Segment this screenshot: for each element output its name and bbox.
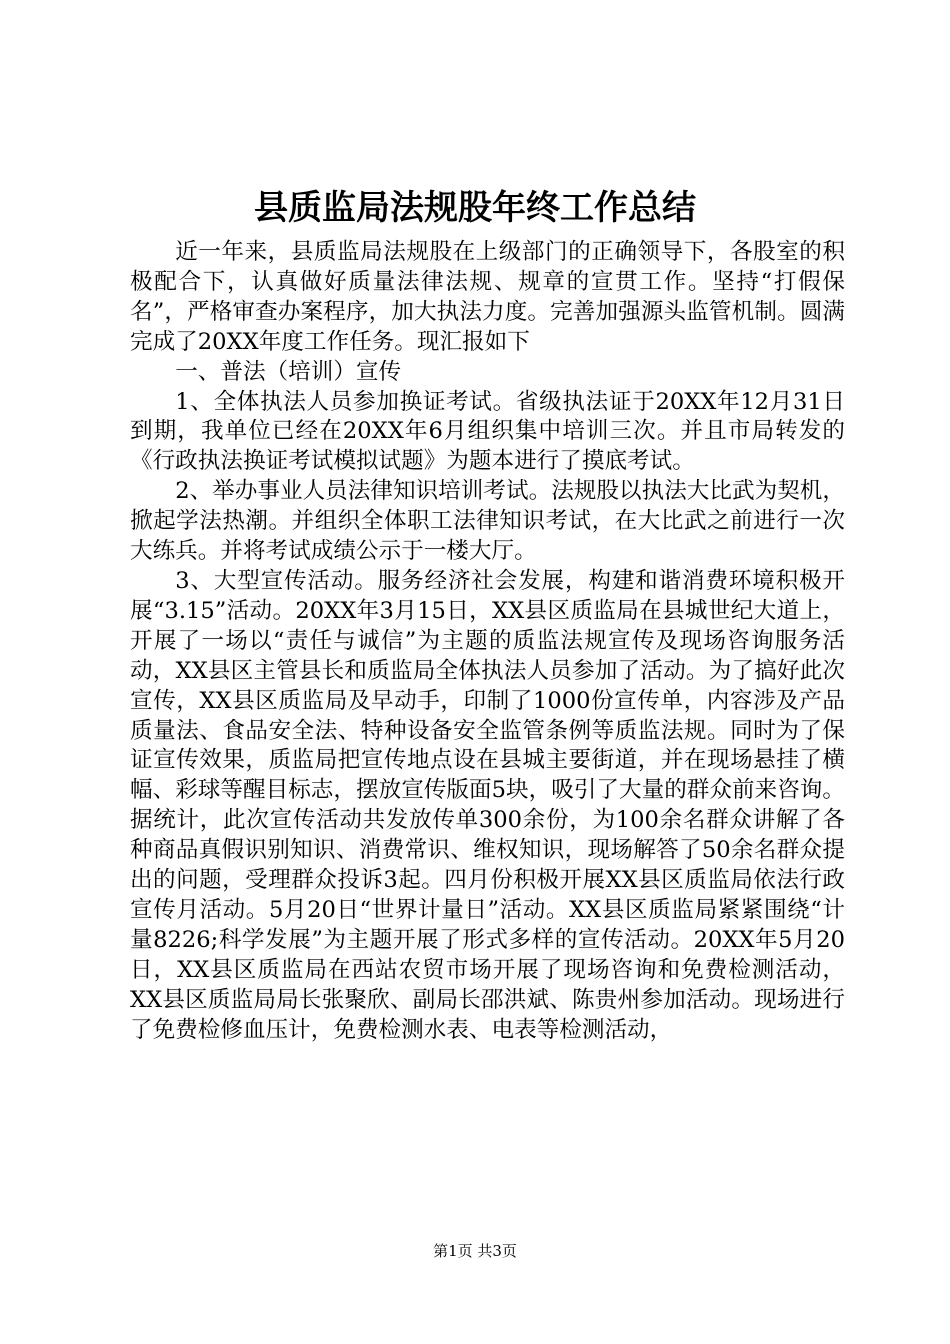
body-paragraph: 1、全体执法人员参加换证考试。省级执法证于20XX年12月31日到期，我单位已经在20XX年6月组织集中培训三次。并且市局转发的《行政执法换证考试模拟试题》为题本进行了摸底考试。 bbox=[130, 388, 845, 475]
body-paragraph: 2、举办事业人员法律知识培训考试。法规股以执法大比武为契机，掀起学法热潮。并组织全体职工法律知识考试，在大比武之前进行一次大练兵。并将考试成绩公示于一楼大厅。 bbox=[130, 478, 845, 565]
page-number-footer: 第1页 共3页 bbox=[433, 1242, 517, 1260]
body-paragraph: 3、大型宣传活动。服务经济社会发展，构建和谐消费环境积极开展“3.15”活动。20XX年3月15日，XX县区质监局在县城世纪大道上，开展了一场以“责任与诚信”为主题的质监法规宣传及现场咨询服务活动，XX县区主管县长和质监局全体执法人员参加了活动。为了搞好此次宣传，XX县区质监局及早动手，印制了1000份宣传单，内容涉及产品质量法、食品安全法、特种设备安全监管条例等质监法规。同时为了保证宣传效果，质监局把宣传地点设在县城主要街道，并在现场悬挂了横幅、彩球等醒目标志，摆放宣传版面5块，吸引了大量的群众前来咨询。据统计，此次宣传活动共发放传单300余份，为100余名群众讲解了各种商品真假识别知识、消费常识、维权知识，现场解答了50余名群众提出的问题，受理群众投诉3起。四月份积极开展XX县区质监局依法行政宣传月活动。5月20日“世界计量日”活动。XX县区质监局紧紧围绕“计量8226;科学发展”为主题开展了形式多样的宣传活动。20XX年5月20日，XX县区质监局在西站农贸市场开展了现场咨询和免费检测活动，XX县区质监局局长张聚欣、副局长邵洪斌、陈贵州参加活动。现场进行了免费检修血压计，免费检测水表、电表等检测活动， bbox=[130, 567, 845, 1043]
section-heading: 一、普法（培训）宣传 bbox=[175, 358, 402, 385]
document-title: 县质监局法规股年终工作总结 bbox=[254, 188, 696, 228]
intro-paragraph: 近一年来，县质监局法规股在上级部门的正确领导下，各股室的积极配合下，认真做好质量法律法规、规章的宣贯工作。坚持“打假保名”，严格审查办案程序，加大执法力度。完善加强源头监管机制。圆满完成了20XX年度工作任务。现汇报如下 bbox=[130, 239, 845, 355]
document-body bbox=[130, 238, 845, 1045]
